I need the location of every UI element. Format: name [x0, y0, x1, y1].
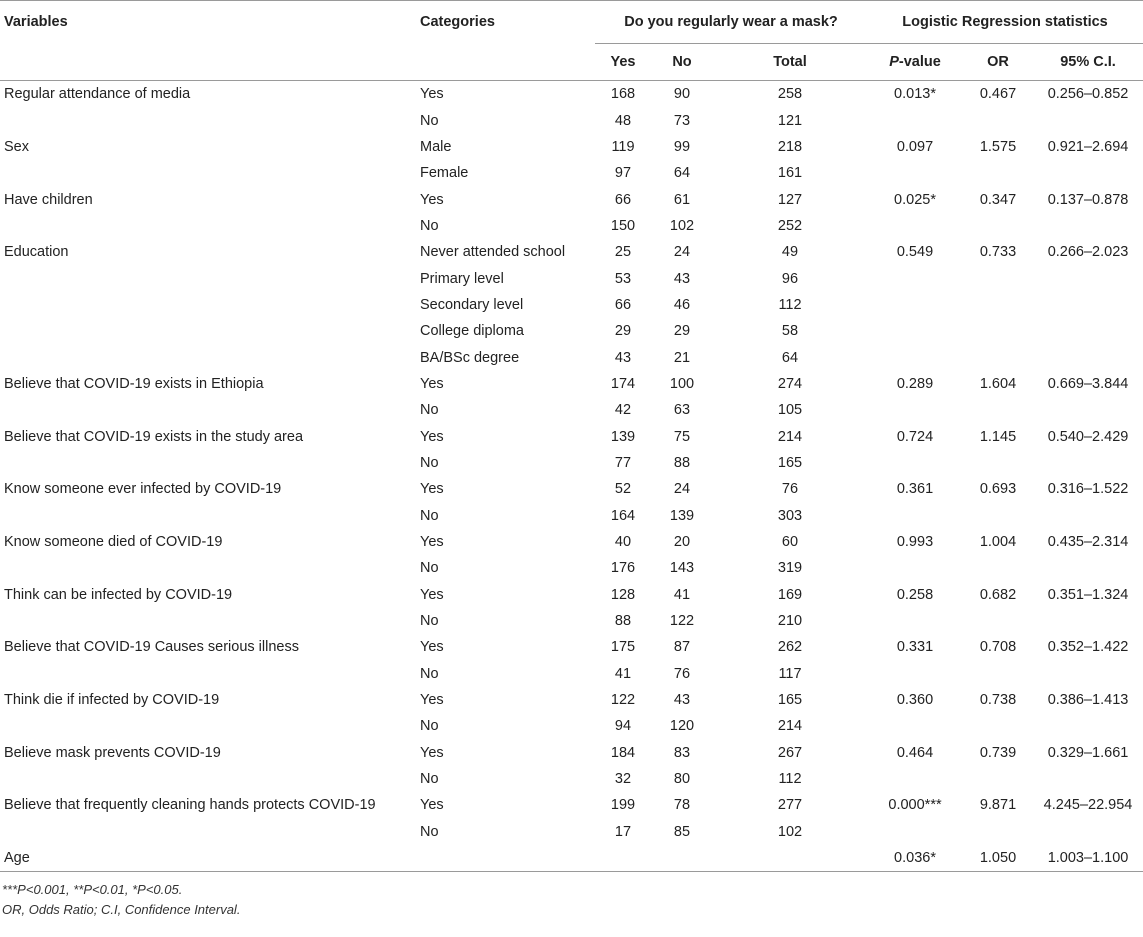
cell-p-value	[867, 292, 963, 318]
cell-p-value	[867, 265, 963, 291]
cell-ci	[1033, 213, 1143, 239]
cell-no	[651, 845, 713, 872]
cell-ci	[1033, 819, 1143, 845]
cell-yes: 32	[614, 771, 632, 788]
cell-yes: 66	[614, 296, 632, 313]
table-row	[0, 423, 1143, 449]
cell-ci	[1033, 265, 1143, 291]
cell-total: 218	[777, 138, 803, 155]
cell-variable	[0, 608, 420, 634]
footnote-significance: ***P<0.001, **P<0.01, *P<0.05.	[2, 882, 183, 898]
cell-variable: Believe that COVID-19 exists in the study area	[4, 428, 304, 445]
cell-category: Secondary level	[420, 296, 524, 313]
table-row	[0, 476, 1143, 502]
cell-no: 46	[673, 296, 691, 313]
cell-category: No	[420, 560, 439, 577]
table-body	[0, 81, 1143, 872]
table-row	[0, 450, 1143, 476]
cell-no: 43	[673, 692, 691, 709]
cell-no: 80	[673, 771, 691, 788]
cell-category: No	[420, 454, 439, 471]
cell-ci: 4.245–22.954	[1043, 797, 1133, 814]
cell-category: Yes	[420, 797, 444, 814]
cell-yes: 184	[610, 744, 636, 761]
cell-category: Yes	[420, 744, 444, 761]
table-row	[0, 529, 1143, 555]
table-row	[0, 318, 1143, 344]
cell-no: 64	[673, 165, 691, 182]
cell-category: College diploma	[420, 323, 524, 340]
cell-total: 214	[777, 428, 803, 445]
cell-total: 117	[778, 665, 802, 682]
cell-or	[963, 555, 1033, 581]
cell-category: Primary level	[420, 270, 504, 287]
table-row	[0, 344, 1143, 370]
cell-or: 0.693	[979, 481, 1017, 498]
table-row	[0, 608, 1143, 634]
cell-no: 120	[669, 718, 695, 735]
cell-variable: Education	[4, 244, 69, 261]
table-row	[0, 107, 1143, 133]
cell-yes: 175	[610, 639, 636, 656]
cell-no: 20	[673, 534, 691, 551]
cell-no: 88	[673, 454, 691, 471]
table-row	[0, 661, 1143, 687]
cell-yes: 66	[614, 191, 632, 208]
cell-yes: 77	[614, 454, 632, 471]
cell-ci: 0.256–0.852	[1047, 86, 1129, 103]
table-row	[0, 160, 1143, 186]
cell-or	[963, 766, 1033, 792]
table-row	[0, 186, 1143, 212]
header-empty-variables	[0, 44, 420, 81]
cell-ci: 0.351–1.324	[1047, 586, 1129, 603]
cell-no: 100	[669, 375, 695, 392]
cell-ci: 0.669–3.844	[1047, 375, 1129, 392]
cell-category: No	[420, 771, 439, 788]
cell-yes: 42	[614, 402, 632, 419]
cell-ci: 0.137–0.878	[1047, 191, 1129, 208]
header-empty-categories	[420, 44, 595, 81]
cell-category: Never attended school	[420, 244, 566, 261]
table-row	[0, 634, 1143, 660]
cell-no: 102	[669, 217, 695, 234]
cell-or: 1.575	[979, 138, 1017, 155]
cell-variable: Think die if infected by COVID-19	[4, 692, 220, 709]
cell-total: 267	[777, 744, 803, 761]
cell-no: 21	[673, 349, 691, 366]
cell-or	[963, 344, 1033, 370]
cell-variable	[0, 318, 420, 344]
cell-p-value	[867, 555, 963, 581]
cell-total: 319	[777, 560, 803, 577]
header-stats-group: Logistic Regression statistics	[867, 1, 1143, 44]
cell-yes: 53	[614, 270, 632, 287]
cell-total: 274	[777, 375, 803, 392]
cell-yes: 139	[610, 428, 636, 445]
cell-ci	[1033, 608, 1143, 634]
cell-total: 165	[777, 454, 803, 471]
cell-ci: 0.921–2.694	[1047, 138, 1129, 155]
table-row	[0, 213, 1143, 239]
cell-p-value: 0.724	[896, 428, 934, 445]
cell-variable	[0, 397, 420, 423]
cell-p-value: 0.013*	[894, 86, 936, 103]
cell-total: 303	[777, 507, 803, 524]
cell-variable: Believe that COVID-19 Causes serious illness	[4, 639, 299, 656]
cell-or: 1.604	[979, 375, 1017, 392]
table-footnotes	[0, 880, 1143, 920]
cell-p-value: 0.464	[896, 744, 934, 761]
cell-total: 258	[777, 86, 803, 103]
cell-no: 85	[673, 823, 691, 840]
cell-category: Yes	[420, 428, 444, 445]
cell-or	[963, 107, 1033, 133]
cell-yes: 43	[614, 349, 632, 366]
cell-p-value	[867, 661, 963, 687]
cell-variable	[0, 503, 420, 529]
cell-variable: Know someone died of COVID-19	[4, 534, 223, 551]
cell-total: 161	[777, 165, 803, 182]
table-row	[0, 503, 1143, 529]
cell-no: 63	[673, 402, 691, 419]
cell-total: 169	[777, 586, 803, 603]
cell-variable	[0, 160, 420, 186]
cell-p-value: 0.993	[896, 534, 934, 551]
cell-or: 0.733	[979, 244, 1017, 261]
cell-variable: Age	[0, 845, 420, 872]
cell-yes: 25	[614, 244, 632, 261]
header-no: No	[651, 44, 713, 81]
cell-p-value: 0.258	[896, 586, 934, 603]
cell-total: 252	[777, 217, 803, 234]
cell-p-value: 0.000***	[888, 797, 942, 814]
cell-variable: Think can be infected by COVID-19	[4, 586, 233, 603]
header-row-sub	[0, 44, 1143, 81]
cell-category: No	[420, 823, 439, 840]
cell-total: 165	[777, 692, 803, 709]
cell-category: No	[420, 507, 439, 524]
cell-ci	[1033, 160, 1143, 186]
cell-p-value	[867, 450, 963, 476]
cell-or	[963, 265, 1033, 291]
cell-or	[963, 819, 1033, 845]
cell-no: 41	[673, 586, 691, 603]
cell-ci	[1033, 344, 1143, 370]
cell-category: Male	[420, 138, 452, 155]
cell-variable	[0, 766, 420, 792]
cell-p-value: 0.360	[896, 692, 934, 709]
cell-total: 214	[777, 718, 803, 735]
cell-p-value: 0.097	[896, 138, 934, 155]
cell-ci	[1033, 661, 1143, 687]
cell-no: 83	[673, 744, 691, 761]
cell-no: 75	[673, 428, 691, 445]
cell-variable: Regular attendance of media	[4, 86, 191, 103]
header-row-top	[0, 1, 1143, 44]
cell-p-value	[867, 160, 963, 186]
cell-p-value: 0.361	[896, 481, 934, 498]
cell-or: 0.708	[979, 639, 1017, 656]
cell-or: 1.050	[963, 845, 1033, 872]
cell-p-value	[867, 318, 963, 344]
cell-no: 122	[669, 613, 695, 630]
cell-yes: 150	[610, 217, 636, 234]
cell-or	[963, 713, 1033, 739]
cell-yes: 122	[610, 692, 636, 709]
cell-yes: 97	[614, 165, 632, 182]
cell-p-value	[867, 503, 963, 529]
cell-yes: 48	[614, 112, 632, 129]
table-row	[0, 371, 1143, 397]
cell-ci	[1033, 397, 1143, 423]
cell-variable: Have children	[4, 191, 93, 208]
cell-total: 277	[777, 797, 803, 814]
table-row	[0, 845, 1143, 872]
cell-or	[963, 450, 1033, 476]
header-ci: 95% C.I.	[1033, 44, 1143, 81]
cell-ci	[1033, 503, 1143, 529]
cell-p-value: 0.036*	[867, 845, 963, 872]
table-row	[0, 819, 1143, 845]
cell-or	[963, 292, 1033, 318]
cell-or	[963, 160, 1033, 186]
cell-p-value	[867, 713, 963, 739]
cell-total: 112	[778, 771, 802, 788]
cell-p-value	[867, 819, 963, 845]
cell-total: 102	[777, 823, 803, 840]
footnote-abbreviations: OR, Odds Ratio; C.I, Confidence Interval.	[2, 902, 241, 918]
header-p-italic: P	[889, 54, 899, 70]
cell-category: Yes	[420, 639, 444, 656]
cell-variable	[0, 292, 420, 318]
header-p-suffix: -value	[898, 54, 941, 70]
cell-yes: 88	[614, 613, 632, 630]
cell-variable	[0, 265, 420, 291]
cell-or: 0.467	[979, 86, 1017, 103]
cell-variable	[0, 661, 420, 687]
table-row	[0, 265, 1143, 291]
table-row	[0, 766, 1143, 792]
cell-ci: 0.329–1.661	[1047, 744, 1129, 761]
cell-p-value	[867, 608, 963, 634]
cell-category: Yes	[420, 86, 444, 103]
cell-no: 24	[673, 244, 691, 261]
cell-category	[420, 845, 595, 872]
cell-category: Yes	[420, 534, 444, 551]
cell-p-value	[867, 107, 963, 133]
cell-or	[963, 318, 1033, 344]
cell-yes: 174	[610, 375, 636, 392]
cell-ci	[1033, 318, 1143, 344]
table-row	[0, 687, 1143, 713]
cell-total: 49	[781, 244, 799, 261]
cell-ci: 0.435–2.314	[1047, 534, 1129, 551]
header-p-value	[867, 44, 963, 81]
cell-p-value	[867, 213, 963, 239]
cell-no: 43	[673, 270, 691, 287]
cell-total: 121	[777, 112, 803, 129]
cell-variable	[0, 107, 420, 133]
cell-or	[963, 213, 1033, 239]
cell-variable	[0, 713, 420, 739]
cell-no: 24	[673, 481, 691, 498]
cell-ci	[1033, 766, 1143, 792]
cell-ci: 0.540–2.429	[1047, 428, 1129, 445]
cell-category: Yes	[420, 191, 444, 208]
table-row	[0, 292, 1143, 318]
cell-yes	[595, 845, 651, 872]
cell-category: Female	[420, 165, 469, 182]
cell-category: Yes	[420, 692, 444, 709]
cell-yes: 176	[610, 560, 636, 577]
cell-ci: 1.003–1.100	[1033, 845, 1143, 872]
cell-no: 61	[673, 191, 691, 208]
cell-ci: 0.352–1.422	[1047, 639, 1129, 656]
cell-variable	[0, 450, 420, 476]
cell-or	[963, 661, 1033, 687]
cell-yes: 29	[614, 323, 632, 340]
cell-total: 58	[781, 323, 799, 340]
cell-no: 29	[673, 323, 691, 340]
cell-ci	[1033, 713, 1143, 739]
cell-category: No	[420, 665, 439, 682]
cell-yes: 52	[614, 481, 632, 498]
table-row	[0, 740, 1143, 766]
cell-or: 1.145	[979, 428, 1017, 445]
cell-ci	[1033, 292, 1143, 318]
cell-total: 96	[781, 270, 799, 287]
cell-or	[963, 397, 1033, 423]
cell-p-value: 0.331	[896, 639, 934, 656]
table-row	[0, 134, 1143, 160]
cell-total: 60	[781, 534, 799, 551]
cell-category: No	[420, 402, 439, 419]
cell-yes: 128	[610, 586, 636, 603]
table-row	[0, 582, 1143, 608]
cell-or	[963, 608, 1033, 634]
cell-variable: Believe mask prevents COVID-19	[4, 744, 221, 761]
table-row	[0, 397, 1143, 423]
cell-total	[713, 845, 867, 872]
cell-no: 78	[673, 797, 691, 814]
cell-p-value: 0.289	[896, 375, 934, 392]
table-row	[0, 555, 1143, 581]
cell-ci: 0.316–1.522	[1047, 481, 1129, 498]
cell-variable: Know someone ever infected by COVID-19	[4, 481, 282, 498]
cell-variable: Sex	[4, 138, 29, 155]
cell-or: 9.871	[979, 797, 1017, 814]
cell-p-value	[867, 344, 963, 370]
cell-or: 0.347	[979, 191, 1017, 208]
cell-ci	[1033, 107, 1143, 133]
cell-no: 87	[673, 639, 691, 656]
cell-no: 143	[669, 560, 695, 577]
header-variables: Variables	[0, 1, 420, 44]
cell-variable	[0, 555, 420, 581]
table-row	[0, 713, 1143, 739]
cell-category: No	[420, 718, 439, 735]
cell-category: No	[420, 613, 439, 630]
cell-p-value	[867, 766, 963, 792]
table-row	[0, 239, 1143, 265]
cell-variable: Believe that frequently cleaning hands protects COVID-19	[4, 797, 376, 814]
table-row	[0, 792, 1143, 818]
cell-variable	[0, 213, 420, 239]
header-categories: Categories	[420, 1, 595, 44]
header-yes: Yes	[595, 44, 651, 81]
cell-ci: 0.266–2.023	[1047, 244, 1129, 261]
table-row	[0, 81, 1143, 108]
cell-yes: 94	[614, 718, 632, 735]
cell-yes: 41	[614, 665, 632, 682]
cell-yes: 40	[614, 534, 632, 551]
cell-no: 99	[673, 138, 691, 155]
cell-p-value	[867, 397, 963, 423]
cell-total: 210	[777, 613, 803, 630]
cell-no: 139	[669, 507, 695, 524]
cell-variable	[0, 819, 420, 845]
cell-category: No	[420, 112, 439, 129]
cell-ci: 0.386–1.413	[1047, 692, 1129, 709]
cell-yes: 164	[610, 507, 636, 524]
cell-or: 1.004	[979, 534, 1017, 551]
cell-or: 0.682	[979, 586, 1017, 603]
cell-total: 127	[777, 191, 803, 208]
cell-p-value: 0.549	[896, 244, 934, 261]
cell-no: 90	[673, 86, 691, 103]
cell-or: 0.739	[979, 744, 1017, 761]
cell-or: 0.738	[979, 692, 1017, 709]
cell-category: No	[420, 217, 439, 234]
cell-ci	[1033, 450, 1143, 476]
cell-total: 105	[777, 402, 803, 419]
cell-no: 73	[673, 112, 691, 129]
cell-total: 76	[781, 481, 799, 498]
cell-total: 112	[778, 296, 802, 313]
cell-variable	[0, 344, 420, 370]
cell-category: Yes	[420, 586, 444, 603]
cell-variable: Believe that COVID-19 exists in Ethiopia	[4, 375, 264, 392]
cell-yes: 17	[614, 823, 632, 840]
cell-no: 76	[673, 665, 691, 682]
cell-yes: 199	[610, 797, 636, 814]
cell-category: Yes	[420, 481, 444, 498]
cell-ci	[1033, 555, 1143, 581]
cell-p-value: 0.025*	[894, 191, 936, 208]
cell-category: BA/BSc degree	[420, 349, 520, 366]
header-total: Total	[713, 44, 867, 81]
cell-total: 262	[777, 639, 803, 656]
cell-total: 64	[781, 349, 799, 366]
cell-yes: 168	[610, 86, 636, 103]
cell-yes: 119	[611, 138, 635, 155]
cell-category: Yes	[420, 375, 444, 392]
cell-or	[963, 503, 1033, 529]
header-or: OR	[963, 44, 1033, 81]
header-mask-group: Do you regularly wear a mask?	[595, 1, 867, 44]
